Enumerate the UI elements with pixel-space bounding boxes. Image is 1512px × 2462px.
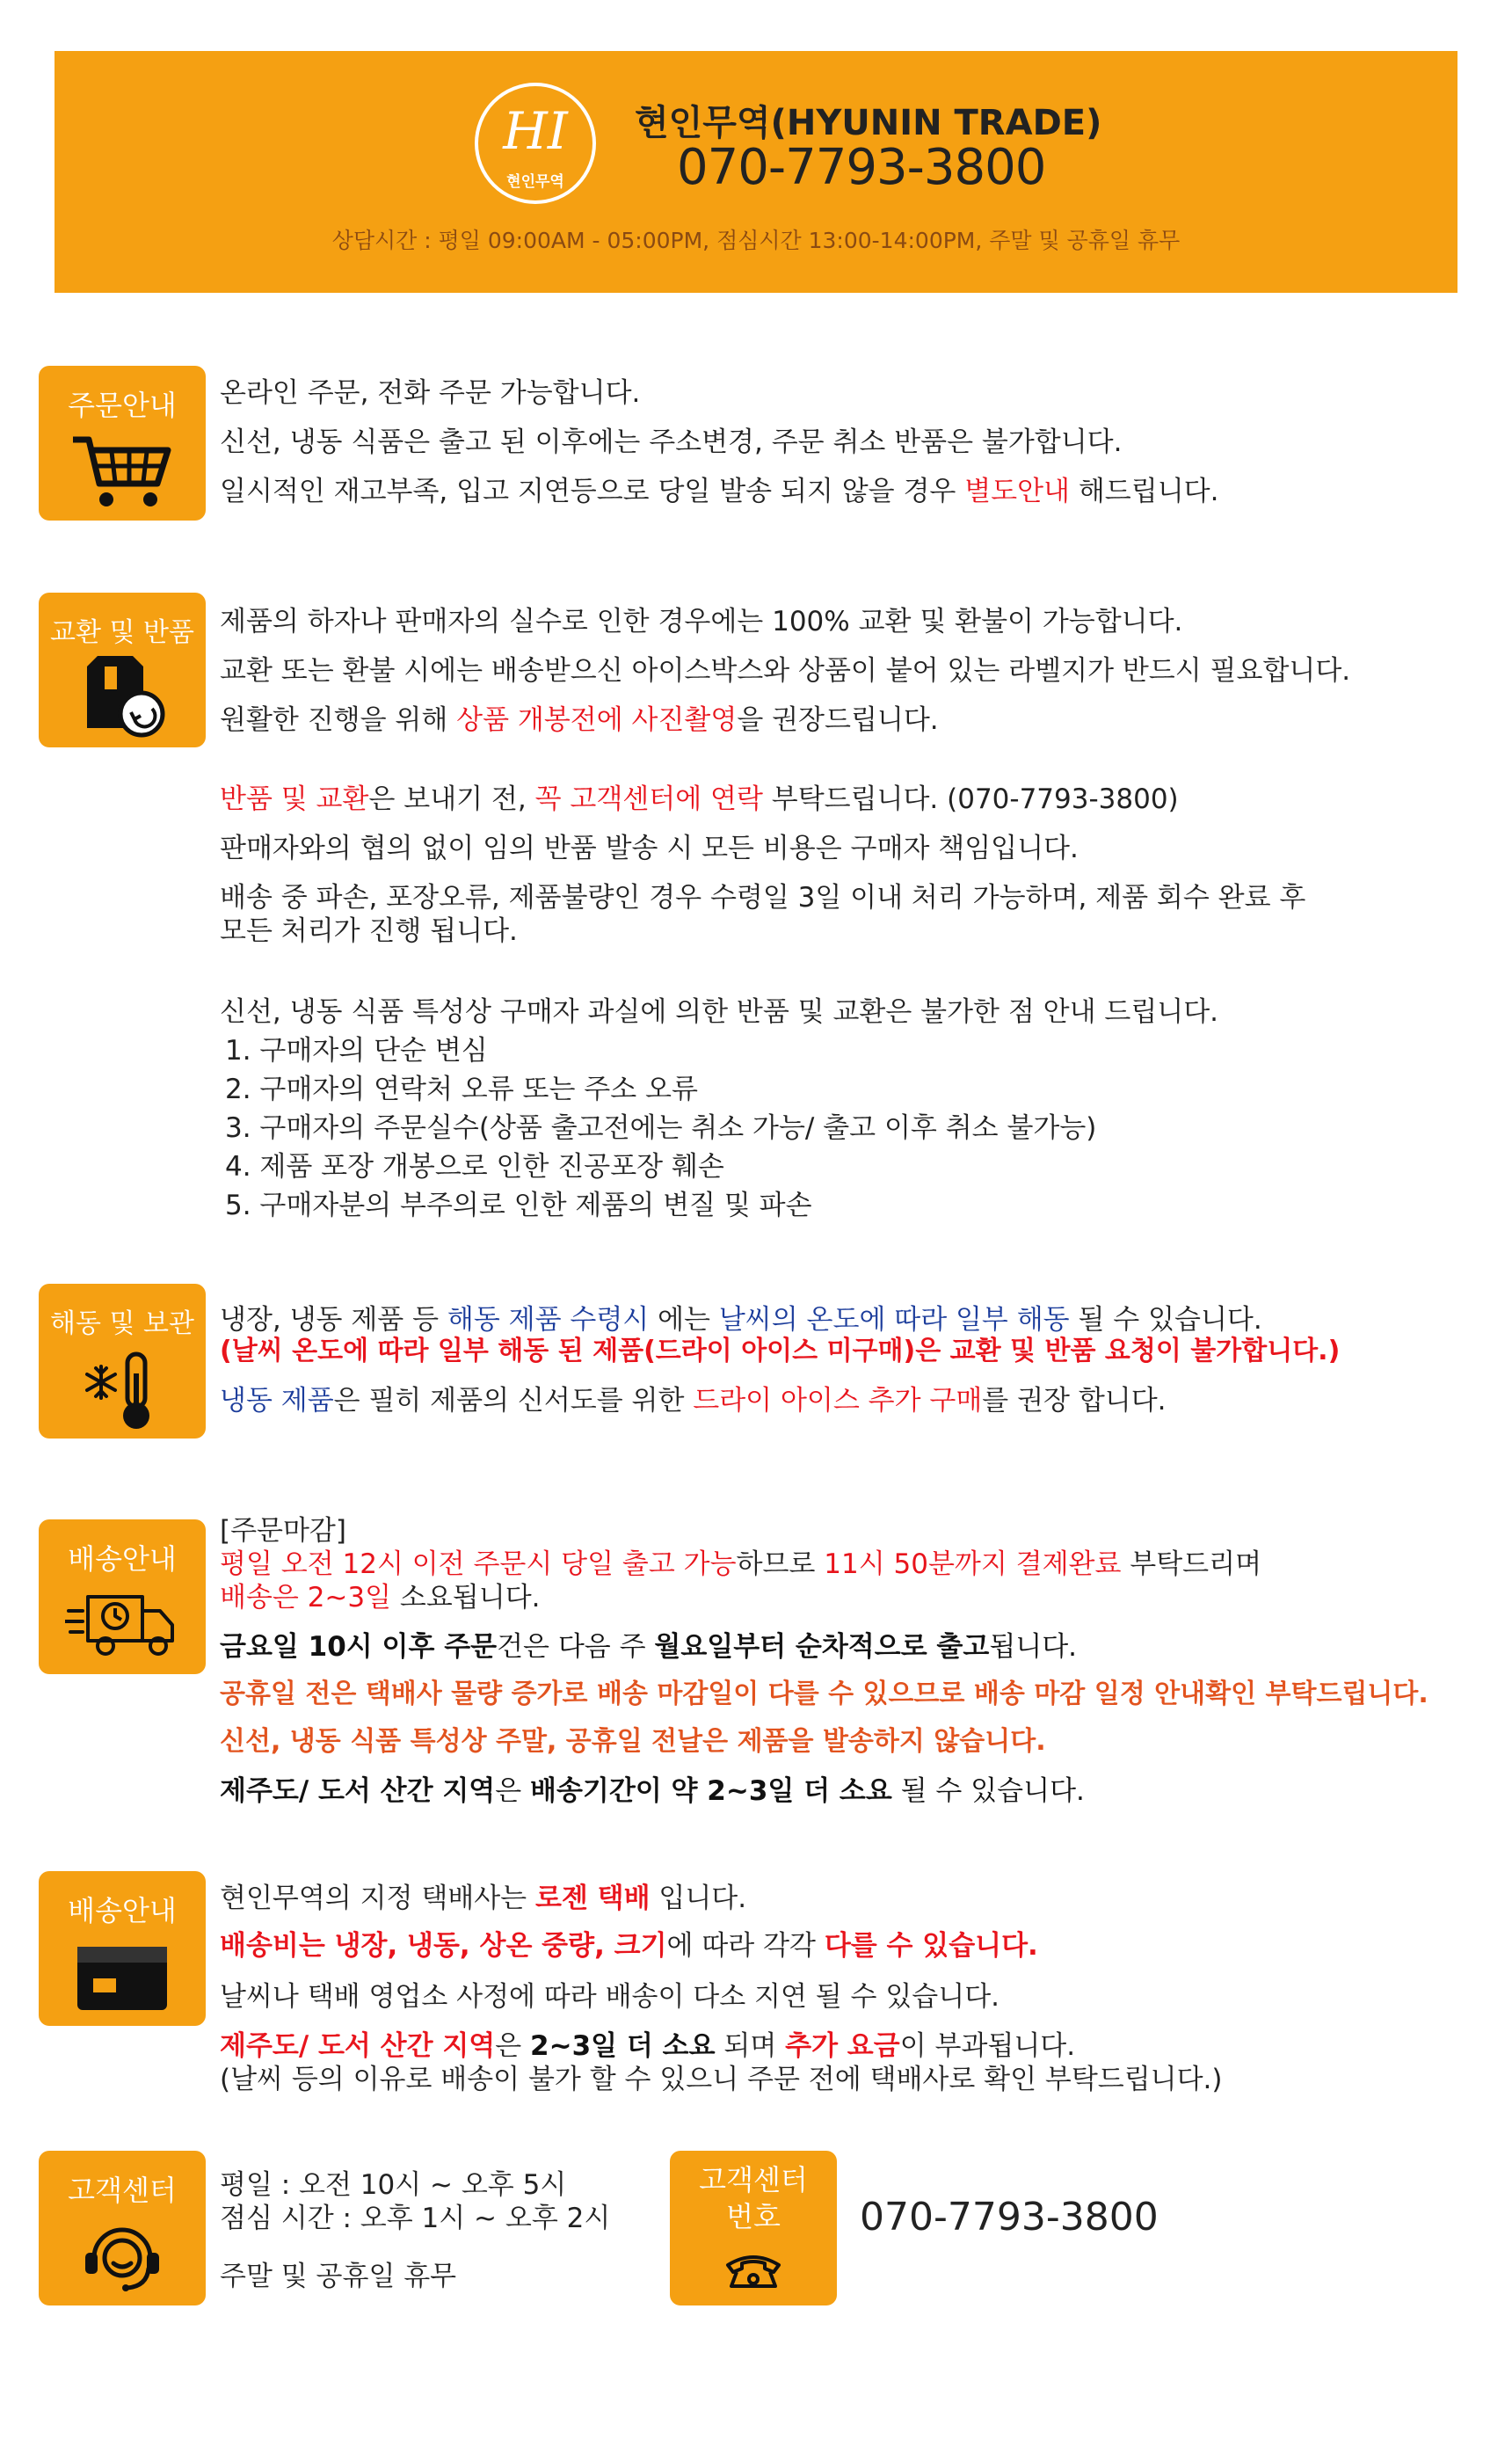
thaw-badge-label: 해동 및 보관 (50, 1308, 194, 1339)
shipping-line-4: 금요일 10시 이후 주문건은 다음 주 월요일부터 순차적으로 출고됩니다. (220, 1631, 1078, 1663)
consultation-hours: 상담시간 : 평일 09:00AM - 05:00PM, 점심시간 13:00-14:00PM, 주말 및 공휴일 휴무 (331, 228, 1181, 253)
logo-mark: HI (503, 101, 568, 161)
courier-line-3: 날씨나 택배 영업소 사정에 따라 배송이 다소 지연 될 수 있습니다. (220, 1981, 1000, 2013)
company-name: 현인무역(HYUNIN TRADE) (635, 103, 1102, 143)
shipping-line-5: 공휴일 전은 택배사 물량 증가로 배송 마감일이 다를 수 있으므로 배송 마감 일정 안내확인 부탁드립니다. (220, 1679, 1428, 1709)
exchange-list-item: 5. 구매자분의 부주의로 인한 제품의 변질 및 파손 (225, 1190, 812, 1221)
order-line-2: 신선, 냉동 식품은 출고 된 이후에는 주소변경, 주문 취소 반품은 불가합니다. (220, 426, 1123, 458)
support-number-label: 고객센터 번호 (699, 2163, 808, 2233)
courier-line-1: 현인무역의 지정 택배사는 로젠 택배 입니다. (220, 1883, 747, 1914)
parcel-box-icon (74, 1940, 171, 2014)
order-line-1: 온라인 주문, 전화 주문 가능합니다. (220, 377, 641, 409)
exchange-badge (39, 593, 206, 747)
exchange-badge-label: 교환 및 반품 (50, 617, 194, 648)
thaw-line-3: 냉동 제품은 필히 제품의 신서도를 위한 드라이 아이스 추가 구매를 권장 합니다. (220, 1385, 1167, 1417)
exchange-list-item: 1. 구매자의 단순 변심 (225, 1035, 488, 1067)
headset-icon (78, 2214, 166, 2298)
support-badge (39, 2151, 206, 2305)
exchange-list-item: 3. 구매자의 주문실수(상품 출고전에는 취소 가능/ 출고 이후 취소 불가능) (225, 1112, 1097, 1144)
shipping-badge (39, 1519, 206, 1674)
exchange-list-item: 2. 구매자의 연락처 오류 또는 주소 오류 (225, 1074, 698, 1105)
support-badge-label: 고객센터 (68, 2174, 177, 2207)
exchange-line-7: 모든 처리가 진행 됩니다. (220, 915, 518, 947)
support-line-1: 평일 : 오전 10시 ~ 오후 5시 (220, 2169, 567, 2201)
exchange-line-6: 배송 중 파손, 포장오류, 제품불량인 경우 수령일 3일 이내 처리 가능하며, 제품 회수 완료 후 (220, 882, 1306, 914)
shipping-line-1: [주문마감] (220, 1515, 346, 1547)
delivery-truck-icon (65, 1584, 179, 1664)
courier-line-5: (날씨 등의 이유로 배송이 불가 할 수 있으니 주문 전에 택배사로 확인 부탁드립니다.) (220, 2064, 1223, 2095)
exchange-line-4: 반품 및 교환은 보내기 전, 꼭 고객센터에 연락 부탁드립니다. (070-7793-3800) (220, 783, 1179, 815)
shipping-line-2: 평일 오전 12시 이전 주문시 당일 출고 가능하므로 11시 50분까지 결제완료 부탁드리며 (220, 1548, 1262, 1580)
thaw-line-2: (날씨 온도에 따라 일부 해동 된 제품(드라이 아이스 미구매)은 교환 및 반품 요청이 불가합니다.) (220, 1336, 1341, 1366)
shipping-line-3: 배송은 2~3일 소요됩니다. (220, 1582, 541, 1613)
order-badge-label: 주문안내 (68, 389, 177, 422)
thaw-badge (39, 1284, 206, 1439)
exchange-line-8: 신선, 냉동 식품 특성상 구매자 과실에 의한 반품 및 교환은 불가한 점 안내 드립니다. (220, 996, 1219, 1028)
telephone-icon (723, 2251, 784, 2290)
exchange-list-item: 4. 제품 포장 개봉으로 인한 진공포장 훼손 (225, 1151, 724, 1183)
exchange-line-2: 교환 또는 환불 시에는 배송받으신 아이스박스와 상품이 붙어 있는 라벨지가 반드시 필요합니다. (220, 655, 1351, 687)
shipping-line-7: 제주도/ 도서 산간 지역은 배송기간이 약 2~3일 더 소요 될 수 있습니다. (220, 1775, 1085, 1807)
box-return-icon (78, 654, 166, 739)
support-line-3: 주말 및 공휴일 휴무 (220, 2261, 457, 2292)
courier-line-4: 제주도/ 도서 산간 지역은 2~3일 더 소요 되며 추가 요금이 부과됩니다. (220, 2030, 1076, 2062)
exchange-line-5: 판매자와의 협의 없이 임의 반품 발송 시 모든 비용은 구매자 책임입니다. (220, 833, 1079, 864)
courier-badge-label: 배송안내 (68, 1894, 177, 1927)
thermometer-snowflake-icon (78, 1349, 166, 1433)
support-phone-number[interactable]: 070-7793-3800 (860, 2195, 1159, 2240)
exchange-line-3: 원활한 진행을 위해 상품 개봉전에 사진촬영을 권장드립니다. (220, 704, 939, 736)
exchange-line-1: 제품의 하자나 판매자의 실수로 인한 경우에는 100% 교환 및 환불이 가능합니다. (220, 606, 1183, 637)
order-badge (39, 366, 206, 521)
courier-badge (39, 1871, 206, 2026)
logo-subtitle: 현인무역 (506, 173, 564, 191)
support-number-badge (670, 2151, 837, 2305)
shipping-line-6: 신선, 냉동 식품 특성상 주말, 공휴일 전날은 제품을 발송하지 않습니다. (220, 1726, 1046, 1757)
support-line-2: 점심 시간 : 오후 1시 ~ 오후 2시 (220, 2203, 611, 2234)
header-phone[interactable]: 070-7793-3800 (677, 139, 1046, 196)
company-logo (475, 83, 596, 204)
shipping-badge-label: 배송안내 (68, 1542, 177, 1576)
header-banner (55, 51, 1457, 293)
thaw-line-1: 냉장, 냉동 제품 등 해동 제품 수령시 에는 날씨의 온도에 따라 일부 해동 될 수 있습니다. (220, 1304, 1262, 1336)
shopping-cart-icon (69, 433, 175, 512)
courier-line-2: 배송비는 냉장, 냉동, 상온 중량, 크기에 따라 각각 다를 수 있습니다. (220, 1930, 1038, 1962)
order-line-3: 일시적인 재고부족, 입고 지연등으로 당일 발송 되지 않을 경우 별도안내 해드립니다. (220, 476, 1219, 507)
